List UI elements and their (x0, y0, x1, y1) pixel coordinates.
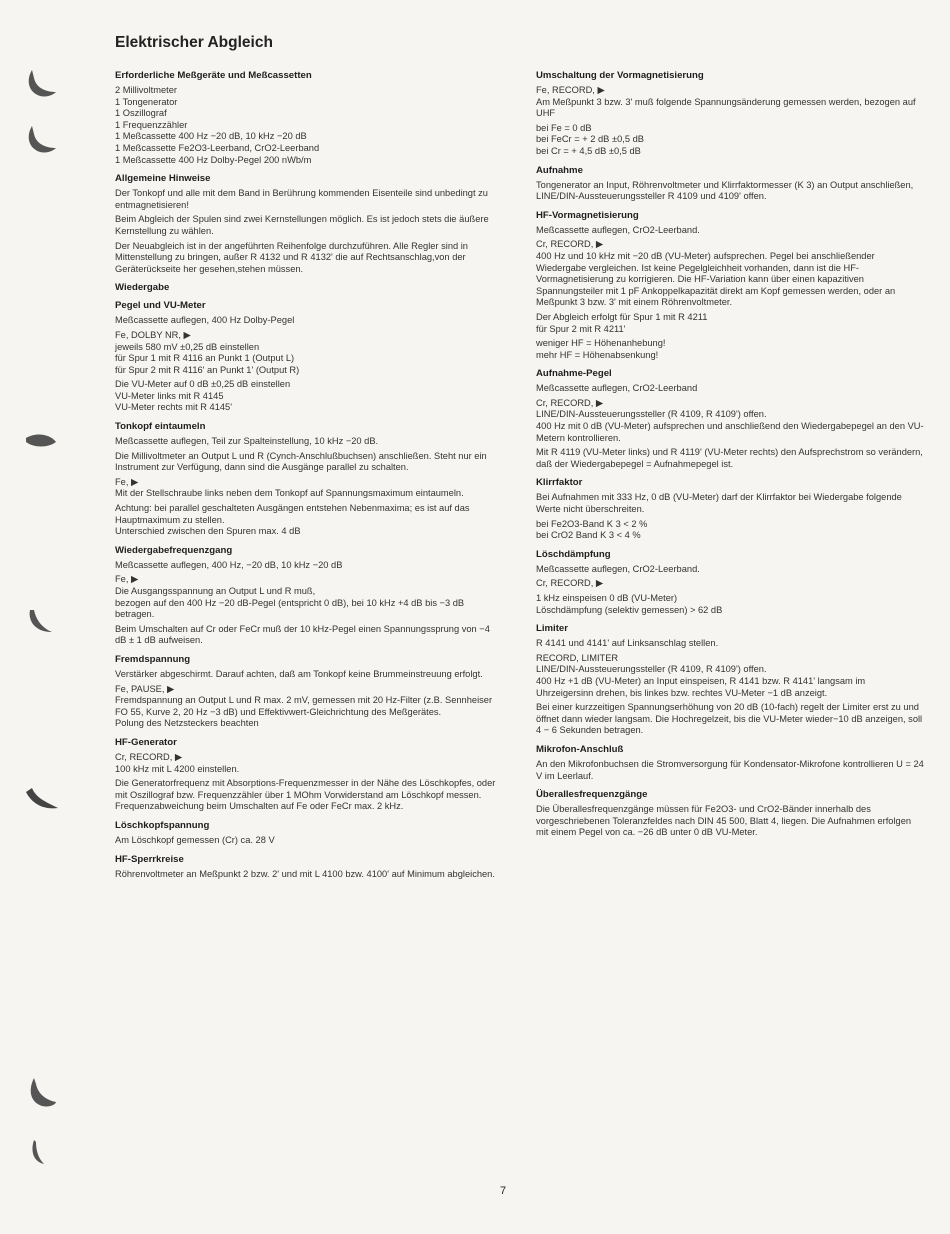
paragraph: R 4141 und 4141' auf Linksanschlag stellen. (536, 638, 719, 649)
paragraph: Cr, RECORD, ▶ 100 kHz mit L 4200 einstellen. (115, 751, 240, 774)
punch-hole-mark (22, 66, 60, 100)
paragraph: Verstärker abgeschirmt. Darauf achten, daß am Tonkopf keine Brummeinstreuung erfolgt. (115, 668, 483, 679)
paragraph: Meßcassette auflegen, CrO2-Leerband. (536, 563, 700, 574)
punch-hole-mark (22, 424, 60, 458)
paragraph: Der Tonkopf und alle mit dem Band in Berührung kommenden Eisenteile sind unbedingt zu entmagnetisieren! (115, 188, 488, 210)
paragraph: Cr, RECORD, ▶ (536, 578, 604, 589)
paragraph: 1 kHz einspeisen 0 dB (VU-Meter) Löschdämpfung (selektiv gemessen) > 62 dB (536, 593, 723, 615)
section-hf-vormagnetisierung (536, 210, 924, 362)
paragraph: Die Überallesfrequenzgänge müssen für Fe2O3- und CrO2-Bänder innerhalb des vorgeschriebenen Toleranzfeldes nach DIN 45 500, Blatt 4, liegen. Die Aufnahmen erfolgen mit einem Pegel von ca. −26 dB unter 0 dB VU-Meter. (536, 804, 912, 838)
section-hf-sperrkreise (115, 854, 503, 881)
paragraph: Fe, RECORD, ▶ Am Meßpunkt 3 bzw. 3' muß folgende Spannungsänderung gemessen werden, bezogen auf UHF (536, 85, 916, 119)
section-aufnahme-pegel (536, 368, 924, 470)
paragraph: Meßcassette auflegen, CrO2-Leerband (536, 383, 698, 394)
paragraph: Fe, PAUSE, ▶ Fremdspannung an Output L und R max. 2 mV, gemessen mit 20 Hz-Filter (z.B. Sennheiser FO 55, Kurve 2, 20 Hz −3 dB) und Effektivwert-Gleichrichtung des Meßgerätes. Polung des Netzsteckers beachten (115, 683, 493, 729)
section-heading: Aufnahme (536, 164, 583, 176)
section-wiedergabe (115, 282, 503, 294)
section-tonkopf-eintaumeln (115, 421, 503, 538)
section-heading: Löschdämpfung (536, 548, 611, 560)
section-limiter (536, 623, 924, 737)
section-heading: Aufnahme-Pegel (536, 368, 612, 380)
section-klirrfaktor (536, 477, 924, 541)
page-title: Elektrischer Abgleich (115, 34, 273, 51)
section-heading: Löschkopfspannung (115, 819, 210, 831)
paragraph: Röhrenvoltmeter an Meßpunkt 2 bzw. 2' und mit L 4100 bzw. 4100' auf Minimum abgleichen. (115, 868, 495, 879)
paragraph: Am Löschkopf gemessen (Cr) ca. 28 V (115, 834, 275, 845)
section-ueberallesfrequenzgaenge (536, 789, 924, 839)
section-heading: Pegel und VU-Meter (115, 300, 206, 312)
right-column (536, 70, 924, 842)
punch-hole-mark (22, 1136, 60, 1170)
section-pegel-und-vu-meter (115, 300, 503, 414)
paragraph: Mit R 4119 (VU-Meter links) und R 4119' (VU-Meter rechts) den Aufsprechstrom so verändern, daß der Wiedergabepegel = Aufnahmepegel ist. (536, 447, 923, 469)
paragraph: Meßcassette auflegen, CrO2-Leerband. (536, 224, 700, 235)
section-loeschkopfspannung (115, 820, 503, 847)
section-fremdspannung (115, 654, 503, 730)
section-heading: Umschaltung der Vormagnetisierung (536, 70, 704, 81)
punch-hole-mark (22, 604, 60, 638)
section-loeschdaempfung (536, 549, 924, 616)
section-heading: Überallesfrequenzgänge (536, 789, 648, 801)
section-heading: Wiedergabe (115, 282, 170, 294)
paragraph: Die VU-Meter auf 0 dB ±0,25 dB einstellen VU-Meter links mit R 4145 VU-Meter rechts mit R 4145' (115, 379, 291, 413)
section-aufnahme (536, 165, 924, 203)
section-heading: Mikrofon-Anschluß (536, 743, 624, 755)
section-heading: Wiedergabefrequenzgang (115, 544, 233, 556)
paragraph: weniger HF = Höhenanhebung! mehr HF = Höhenabsenkung! (536, 338, 666, 360)
section-hf-generator (115, 737, 503, 813)
paragraph: Achtung: bei parallel geschalteten Ausgängen entstehen Nebenmaxima; es ist auf das Hauptmaximum zu stellen. Unterschied zwischen den Spuren max. 4 dB (115, 503, 470, 537)
paragraph: Der Abgleich erfolgt für Spur 1 mit R 4211 für Spur 2 mit R 4211' (536, 311, 708, 334)
paragraph: bei Fe = 0 dB bei FeCr = + 2 dB ±0,5 dB bei Cr = + 4,5 dB ±0,5 dB (536, 122, 644, 156)
section-heading: HF-Sperrkreise (115, 853, 184, 865)
section-heading: Tonkopf eintaumeln (115, 421, 206, 433)
section-heading: Fremdspannung (115, 653, 191, 665)
paragraph: Meßcassette auflegen, Teil zur Spalteinstellung, 10 kHz −20 dB. (115, 436, 379, 447)
section-heading: Allgemeine Hinweise (115, 173, 211, 185)
section-erforderliche-messgeraete-und-messcassetten (115, 70, 503, 166)
paragraph: Die Generatorfrequenz mit Absorptions-Frequenzmesser in der Nähe des Löschkopfes, oder mit Oszillograf bzw. Frequenzzähler über 1 MOhm Vorwiderstand am Löschkopf messen. Frequenzabweichung beim Umschalten auf Fe oder FeCr max. 2 kHz. (115, 778, 496, 812)
page-number: 7 (500, 1185, 507, 1197)
section-heading: Erforderliche Meßgeräte und Meßcassetten (115, 70, 312, 81)
paragraph: 2 Millivoltmeter 1 Tongenerator 1 Oszillograf 1 Frequenzzähler 1 Meßcassette 400 Hz −20 dB, 10 kHz −20 dB 1 Meßcassette Fe2O3-Leerband, CrO2-Leerband 1 Meßcassette 400 Hz Dolby-Pegel 200 nWb/m (115, 85, 320, 165)
paragraph: Meßcassette auflegen, 400 Hz, −20 dB, 10 kHz −20 dB (115, 559, 343, 570)
paragraph: Fe, ▶ Die Ausgangsspannung an Output L und R muß, bezogen auf den 400 Hz −20 dB-Pegel (entspricht 0 dB), bei 10 kHz +4 dB bis −3 dB betragen. (115, 574, 465, 620)
paragraph: Cr, RECORD, ▶ 400 Hz und 10 kHz mit −20 dB (VU-Meter) aufsprechen. Pegel bei anschließender Wiedergabe vergleichen. Ist keine Pegelgleichheit vorhanden, dann ist die HF-Vormagnetisierung zu korrigieren. Die HF-Variation kann über einen kapazitiven Spannungsteiler mit 1 pF Ankoppelkapazität direkt am Kopf gemessen werden, oder an Meßpunkt 3 bzw. 3' mit einem Röhrenvoltmeter. (536, 239, 896, 308)
paragraph: Bei Aufnahmen mit 333 Hz, 0 dB (VU-Meter) darf der Klirrfaktor bei Wiedergabe folgende Werte nicht überschreiten. (536, 492, 902, 515)
section-heading: HF-Generator (115, 736, 177, 748)
section-mikrofon-anschluss (536, 744, 924, 782)
paragraph: Fe, DOLBY NR, ▶ jeweils 580 mV ±0,25 dB einstellen für Spur 1 mit R 4116 an Punkt 1 (Output L) für Spur 2 mit R 4116' an Punkt 1' (Output R) (115, 329, 300, 375)
section-heading: HF-Vormagnetisierung (536, 209, 639, 221)
paragraph: Meßcassette auflegen, 400 Hz Dolby-Pegel (115, 315, 295, 326)
paragraph: RECORD, LIMITER LINE/DIN-Aussteuerungssteller (R 4109, R 4109') offen. 400 Hz +1 dB (VU-Meter) an Input einspeisen, R 4141 bzw. R 4141' langsam im Uhrzeigersinn drehen, bis linkes bzw. rechtes VU-Meter −1 dB anzeigt. (536, 652, 866, 698)
section-wiedergabefrequenzgang (115, 545, 503, 647)
left-column (115, 70, 503, 883)
paragraph: Cr, RECORD, ▶ LINE/DIN-Aussteuerungssteller (R 4109, R 4109') offen. 400 Hz mit 0 dB (VU-Meter) aufsprechen und anschließend den Wiedergabepegel an den VU-Metern kontrollieren. (536, 397, 924, 443)
paragraph: bei Fe2O3-Band K 3 < 2 % bei CrO2 Band K 3 < 4 % (536, 518, 648, 541)
section-heading: Limiter (536, 623, 568, 635)
paragraph: An den Mikrofonbuchsen die Stromversorgung für Kondensator-Mikrofone kontrollieren U = 24 V im Leerlauf. (536, 758, 924, 781)
section-umschaltung-der-vormagnetisierung (536, 70, 924, 158)
punch-hole-mark (22, 1076, 60, 1110)
section-allgemeine-hinweise (115, 173, 503, 275)
paragraph: Die Millivoltmeter an Output L und R (Cynch-Anschlußbuchsen) anschließen. Steht nur ein Instrument zur Verfügung, dann sind die Ausgänge parallel zu schalten. (115, 450, 487, 473)
paragraph: Bei einer kurzzeitigen Spannungserhöhung von 20 dB (10-fach) regelt der Limiter erst zu und öffnet dann wieder langsam. Die Hochregelzeit, bis die VU-Meter wieder−10 dB anzeigen, soll 4 − 6 Sekunden betragen. (536, 702, 923, 736)
paragraph: Beim Umschalten auf Cr oder FeCr muß der 10 kHz-Pegel einen Spannungssprung von −4 dB ± 1 dB aufweisen. (115, 623, 490, 646)
paragraph: Tongenerator an Input, Röhrenvoltmeter und Klirrfaktormesser (K 3) an Output anschließen, LINE/DIN-Aussteuerungssteller R 4109 und 4109' offen. (536, 179, 914, 202)
punch-hole-mark (22, 782, 60, 816)
paragraph: Fe, ▶ Mit der Stellschraube links neben dem Tonkopf auf Spannungsmaximum eintaumeln. (115, 476, 464, 499)
paragraph: Beim Abgleich der Spulen sind zwei Kernstellungen möglich. Es ist jedoch stets die äußere Kernstellung zu wählen. (115, 214, 489, 236)
section-heading: Klirrfaktor (536, 477, 583, 489)
punch-hole-mark (22, 122, 60, 156)
paragraph: Der Neuabgleich ist in der angeführten Reihenfolge durchzuführen. Alle Regler sind in Mittenstellung zu bringen, außer R 4132 und R 4132' die auf Rechtsanschlag,von der Geräterückseite her gesehen,stehen müssen. (115, 240, 468, 274)
